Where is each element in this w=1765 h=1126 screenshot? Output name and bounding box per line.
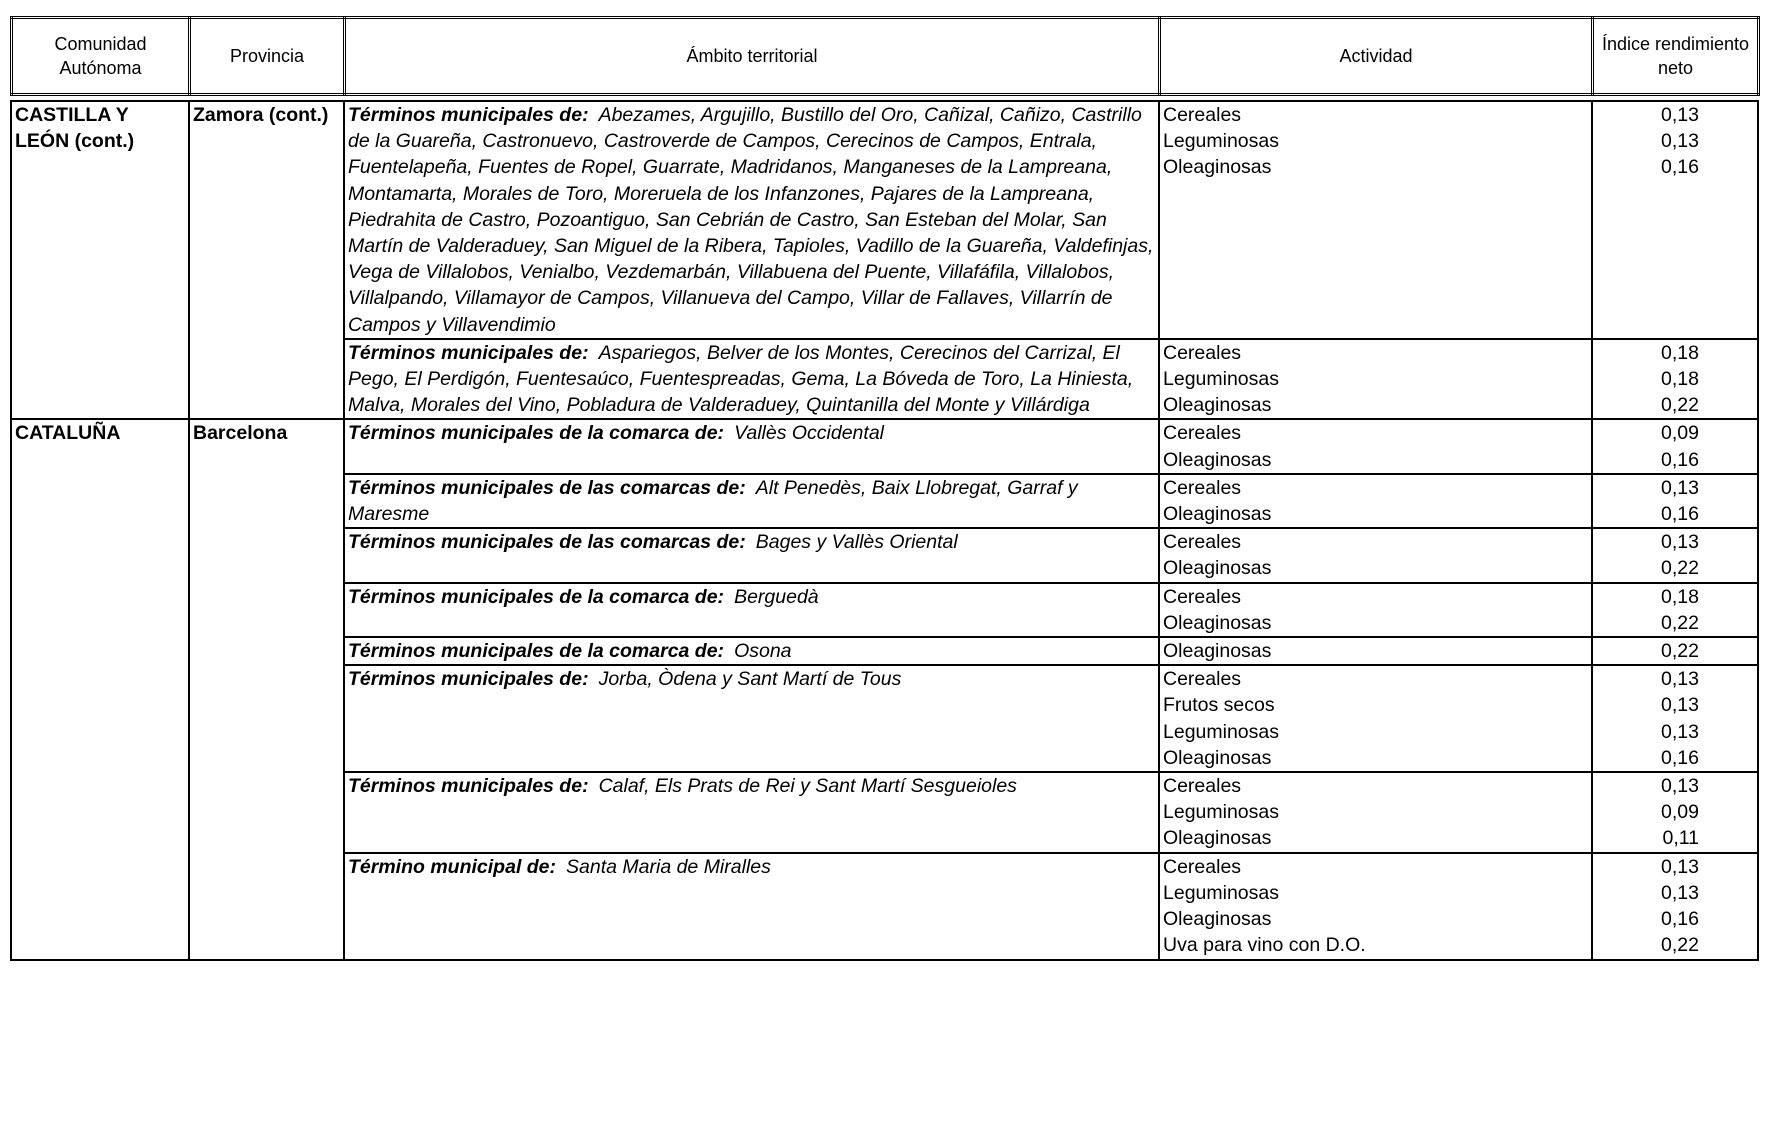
indice-value: 0,09 <box>1661 422 1699 445</box>
indice-value: 0,18 <box>1661 341 1699 364</box>
indice-value: 0,13 <box>1661 855 1699 878</box>
actividad-cell <box>1159 528 1592 582</box>
indice-value: 0,16 <box>1661 746 1699 769</box>
actividad-item: Leguminosas <box>1163 130 1279 153</box>
actividad-item: Leguminosas <box>1163 368 1279 391</box>
comunidad-cell <box>11 101 189 419</box>
ambito-prefix: Término municipal de: <box>348 855 557 878</box>
ambito-prefix: Términos municipales de la comarca de: <box>348 585 725 608</box>
ambito-cell <box>344 853 1159 960</box>
actividad-cell <box>1159 853 1592 960</box>
indice-cell <box>1592 772 1758 853</box>
ambito-prefix: Términos municipales de: <box>348 104 589 126</box>
ambito-cell <box>344 637 1159 665</box>
actividad-cell <box>1159 583 1592 637</box>
actividad-item: Leguminosas <box>1163 720 1279 743</box>
ambito-cell <box>344 474 1159 528</box>
actividad-cell <box>1159 101 1592 339</box>
indice-cell <box>1592 853 1758 960</box>
indice-value: 0,13 <box>1661 720 1699 743</box>
indice-value: 0,22 <box>1661 640 1699 663</box>
indice-value: 0,18 <box>1661 368 1699 391</box>
indice-value: 0,22 <box>1661 934 1699 957</box>
document-page <box>10 16 1757 961</box>
indice-value: 0,13 <box>1661 104 1699 126</box>
indice-value: 0,13 <box>1661 531 1699 554</box>
ambito-text: Santa Maria de Miralles <box>566 855 771 878</box>
ambito-cell <box>344 528 1159 582</box>
indice-value: 0,22 <box>1661 557 1699 580</box>
actividad-item: Oleaginosas <box>1163 827 1272 850</box>
indice-value: 0,18 <box>1661 585 1699 608</box>
provincia-cell <box>189 101 344 419</box>
ambito-text: Jorba, Òdena y Sant Martí de Tous <box>598 668 902 691</box>
header-comunidad: Comunidad Autónoma <box>12 18 190 95</box>
indice-value: 0,11 <box>1662 827 1699 850</box>
comunidad-name: CATALUÑA <box>15 422 121 445</box>
ambito-text: Osona <box>734 640 792 663</box>
header-provincia: Provincia <box>190 18 345 95</box>
data-table <box>10 100 1759 961</box>
ambito-prefix: Términos municipales de la comarca de: <box>348 640 725 663</box>
actividad-item: Cereales <box>1163 531 1242 554</box>
header-indice: Índice rendimiento neto <box>1593 18 1759 95</box>
actividad-item: Oleaginosas <box>1163 448 1272 471</box>
actividad-cell <box>1159 419 1592 473</box>
table-header <box>10 16 1760 96</box>
actividad-item: Cereales <box>1163 775 1242 798</box>
actividad-item: Leguminosas <box>1163 881 1279 904</box>
actividad-item: Oleaginosas <box>1163 156 1272 179</box>
header-actividad: Actividad <box>1160 18 1593 95</box>
ambito-text: Alt Penedès, Baix Llobregat, Garraf y Maresme <box>348 476 1078 526</box>
ambito-cell <box>344 101 1159 339</box>
indice-cell <box>1592 583 1758 637</box>
actividad-cell <box>1159 665 1592 772</box>
actividad-item: Oleaginosas <box>1163 503 1272 526</box>
indice-cell <box>1592 637 1758 665</box>
indice-value: 0,16 <box>1661 448 1699 471</box>
ambito-text: Berguedà <box>734 585 819 608</box>
indice-cell <box>1592 474 1758 528</box>
indice-value: 0,13 <box>1661 694 1699 717</box>
indice-value: 0,13 <box>1661 881 1699 904</box>
ambito-cell <box>344 665 1159 772</box>
indice-value: 0,13 <box>1661 130 1699 153</box>
actividad-item: Oleaginosas <box>1163 394 1272 417</box>
ambito-prefix: Términos municipales de: <box>348 775 589 798</box>
actividad-item: Oleaginosas <box>1163 746 1272 769</box>
ambito-text: Abezames, Argujillo, Bustillo del Oro, Cañizal, Cañizo, Castrillo de la Guareña, Castronuevo, Castroverde de Campos, Cerecinos de Campos, Entrala, Fuentelapeña, Fuentes de Ropel, Guarrate, Madridanos, Manganeses de la Lampreana, Montamarta, Morales de Toro, Moreruela de los Infanzones, Pajares de la Lampreana, Piedrahita de Castro, Pozoantiguo, San Cebrián de Castro, San Esteban del Molar, San Martín de Valderaduey, San Miguel de la Ribera, Tapioles, Vadillo de la Guareña, Valdefinjas, Vega de Villalobos, Venialbo, Vezdemarbán, Villabuena del Puente, Villafáfila, Villalobos, Villalpando, Villamayor de Campos, Villanueva del Campo, Villar de Fallaves, Villarrín de Campos y Villavendimio <box>348 104 1154 336</box>
actividad-item: Uva para vino con D.O. <box>1163 934 1366 957</box>
comunidad-name: CASTILLA Y LEÓN (cont.) <box>15 104 135 153</box>
indice-value: 0,13 <box>1661 476 1699 499</box>
ambito-cell <box>344 419 1159 473</box>
provincia-name: Barcelona <box>193 422 288 445</box>
indice-value: 0,16 <box>1661 503 1699 526</box>
ambito-prefix: Términos municipales de las comarcas de: <box>348 531 746 554</box>
table-row <box>11 419 1758 473</box>
indice-value: 0,22 <box>1661 611 1699 634</box>
indice-value: 0,13 <box>1661 775 1699 798</box>
actividad-item: Cereales <box>1163 476 1242 499</box>
actividad-cell <box>1159 339 1592 420</box>
indice-value: 0,22 <box>1661 394 1699 417</box>
comunidad-cell <box>11 419 189 959</box>
actividad-item: Frutos secos <box>1163 694 1275 717</box>
ambito-prefix: Términos municipales de: <box>348 668 589 691</box>
ambito-text: Calaf, Els Prats de Rei y Sant Martí Sesgueioles <box>598 775 1017 798</box>
indice-value: 0,13 <box>1661 668 1699 691</box>
ambito-cell <box>344 339 1159 420</box>
ambito-text: Bages y Vallès Oriental <box>755 531 958 554</box>
indice-value: 0,16 <box>1661 908 1699 931</box>
actividad-cell <box>1159 474 1592 528</box>
ambito-text: Aspariegos, Belver de los Montes, Cerecinos del Carrizal, El Pego, El Perdigón, Fuentesaúco, Fuentespreadas, Gema, La Bóveda de Toro, La Hiniesta, Malva, Morales del Vino, Pobladura de Valderaduey, Quintanilla del Monte y Villárdiga <box>348 341 1134 417</box>
actividad-cell <box>1159 772 1592 853</box>
indice-cell <box>1592 528 1758 582</box>
actividad-item: Cereales <box>1163 585 1242 608</box>
actividad-item: Cereales <box>1163 422 1242 445</box>
ambito-cell <box>344 772 1159 853</box>
actividad-item: Oleaginosas <box>1163 611 1272 634</box>
table-row <box>11 101 1758 339</box>
actividad-item: Oleaginosas <box>1163 640 1272 663</box>
indice-value: 0,16 <box>1661 156 1699 179</box>
ambito-prefix: Términos municipales de las comarcas de: <box>348 476 746 499</box>
indice-cell <box>1592 339 1758 420</box>
ambito-text: Vallès Occidental <box>734 422 884 445</box>
ambito-cell <box>344 583 1159 637</box>
actividad-item: Cereales <box>1163 104 1242 126</box>
indice-cell <box>1592 665 1758 772</box>
ambito-prefix: Términos municipales de: <box>348 341 589 364</box>
provincia-cell <box>189 419 344 959</box>
actividad-cell <box>1159 637 1592 665</box>
actividad-item: Cereales <box>1163 341 1242 364</box>
actividad-item: Oleaginosas <box>1163 908 1272 931</box>
header-ambito: Ámbito territorial <box>345 18 1160 95</box>
actividad-item: Cereales <box>1163 855 1242 878</box>
actividad-item: Oleaginosas <box>1163 557 1272 580</box>
ambito-prefix: Términos municipales de la comarca de: <box>348 422 725 445</box>
actividad-item: Leguminosas <box>1163 801 1279 824</box>
indice-cell <box>1592 419 1758 473</box>
provincia-name: Zamora (cont.) <box>193 104 329 126</box>
actividad-item: Cereales <box>1163 668 1242 691</box>
indice-value: 0,09 <box>1661 801 1699 824</box>
indice-cell <box>1592 101 1758 339</box>
